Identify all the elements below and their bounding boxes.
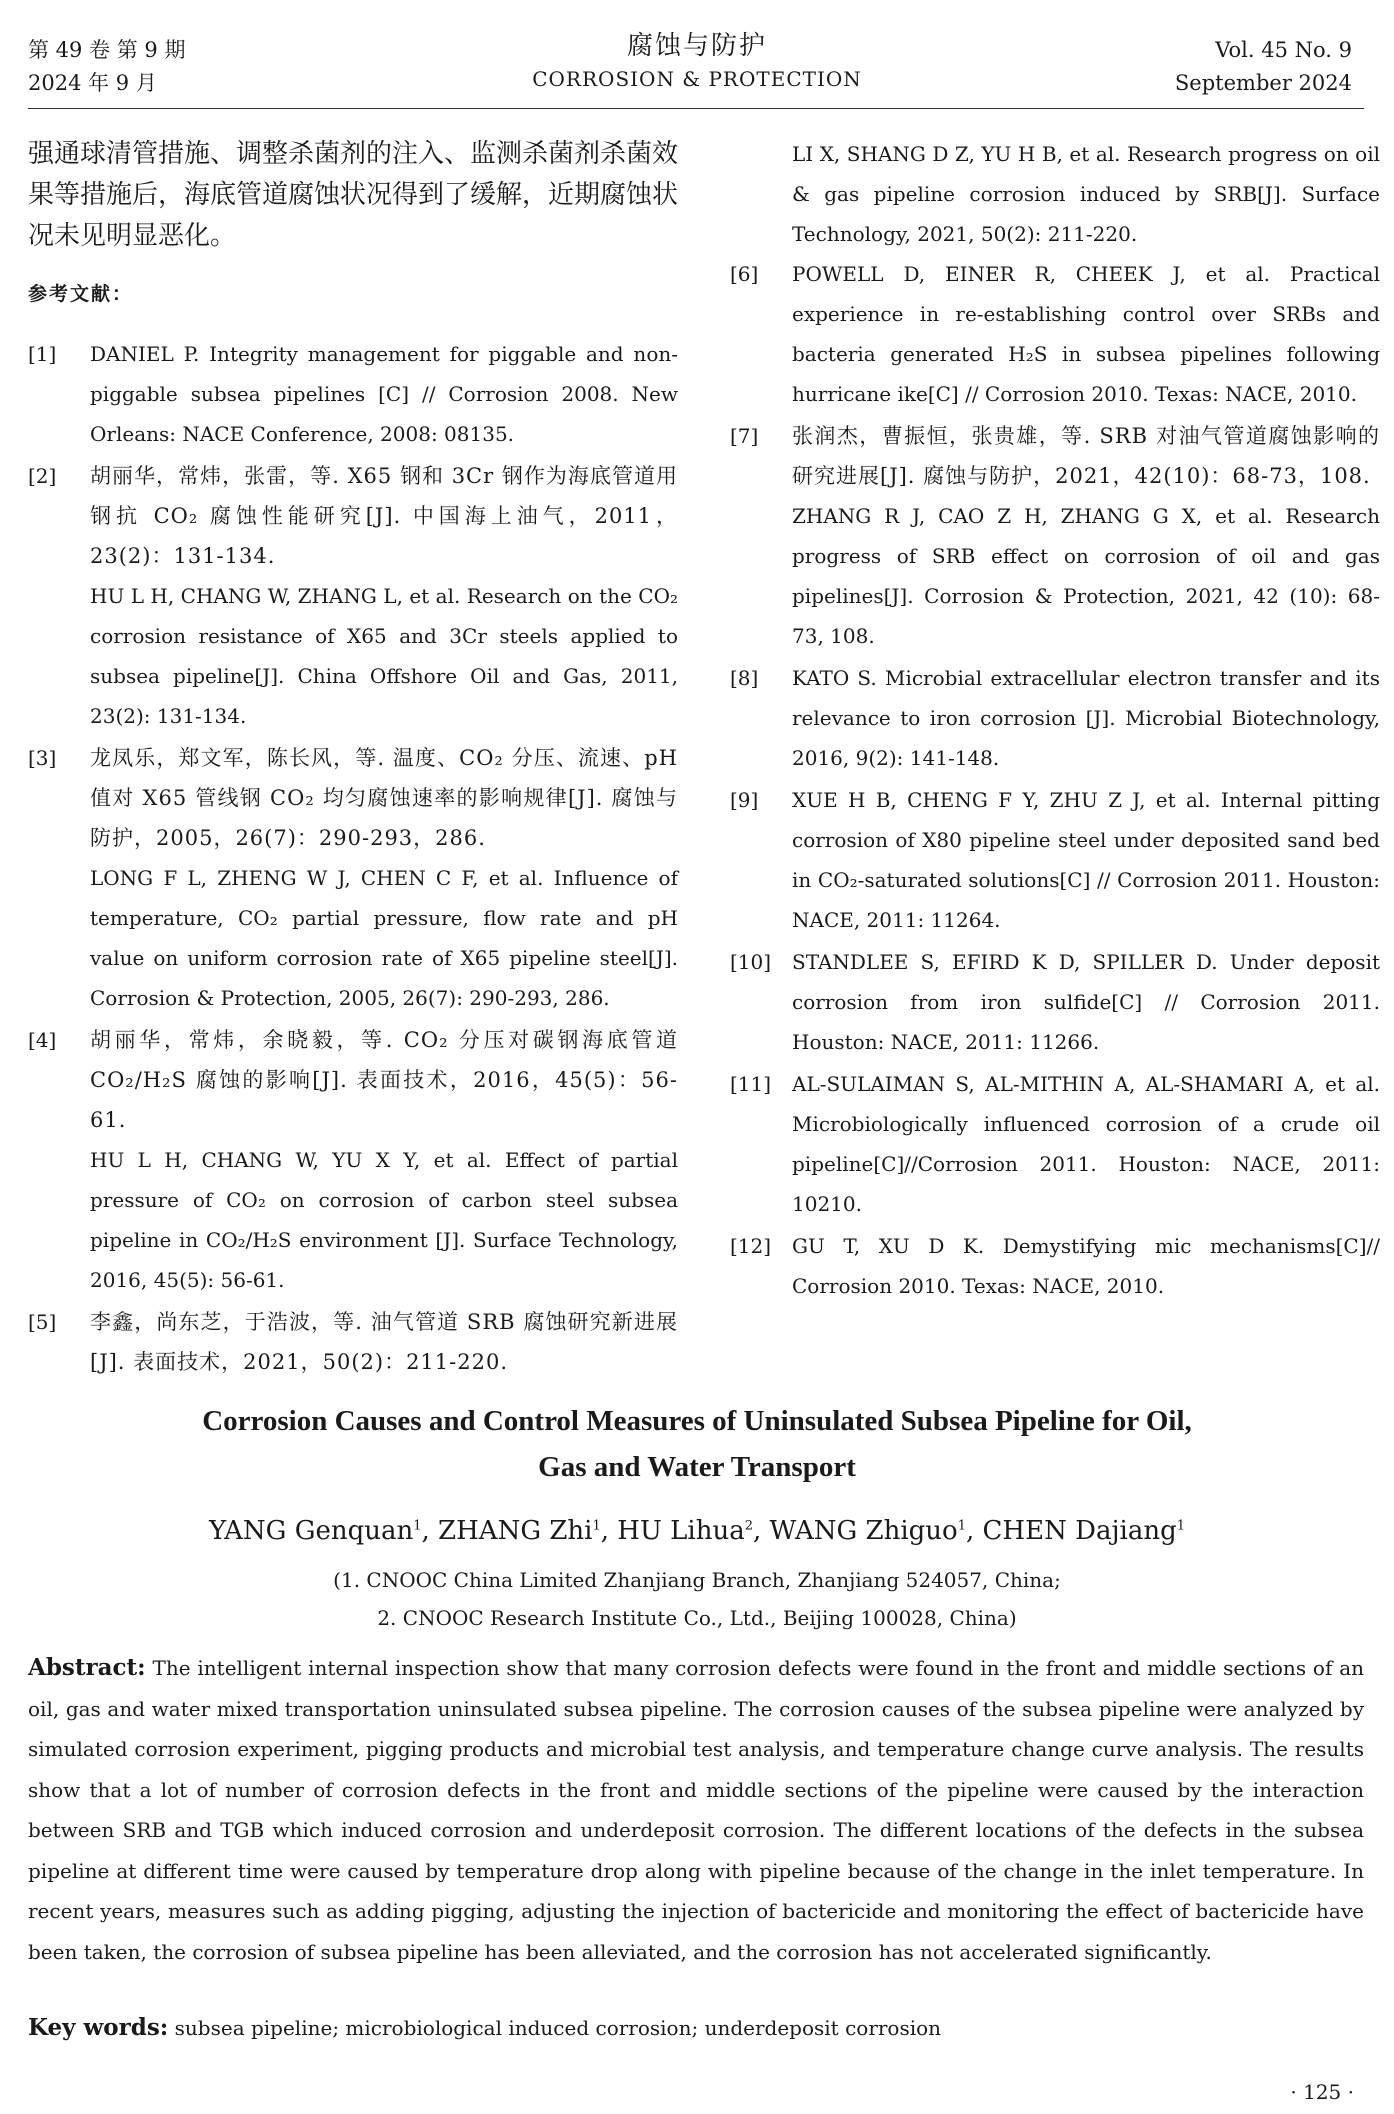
journal-title-en: CORROSION & PROTECTION	[532, 67, 862, 91]
references-list-left	[28, 334, 678, 1382]
reference-text: 胡丽华，常炜，余晓毅，等. CO₂ 分压对碳钢海底管道 CO₂/H₂S 腐蚀的影响[J]. 表面技术，2016，45(5)：56-61.	[90, 1028, 678, 1132]
reference-body	[792, 780, 1380, 940]
reference-body	[90, 1020, 678, 1300]
reference-text: POWELL D, EINER R, CHEEK J, et al. Practical experience in re-establishing control over SRBs and bacteria generated H₂S in subsea pipelines following hurricane ike[C] // Corrosion 2010. Texas: NACE, 2010.	[792, 262, 1380, 406]
english-title-line-2: Gas and Water Transport	[538, 1451, 856, 1483]
reference-item	[730, 254, 1380, 414]
reference-continuation: LI X, SHANG D Z, YU H B, et al. Research progress on oil & gas pipeline corrosion induced by SRB[J]. Surface Technology, 2021, 50(2): 211-220.	[792, 142, 1380, 246]
affiliation-2: 2. CNOOC Research Institute Co., Ltd., Beijing 100028, China)	[377, 1606, 1017, 1630]
reference-item	[730, 1226, 1380, 1306]
reference-body	[792, 254, 1380, 414]
reference-text: 龙凤乐，郑文军，陈长风，等. 温度、CO₂ 分压、流速、pH 值对 X65 管线钢 CO₂ 均匀腐蚀速率的影响规律[J]. 腐蚀与防护，2005，26(7)：290-293，286.	[90, 746, 678, 850]
body-paragraph: 强通球清管措施、调整杀菌剂的注入、监测杀菌剂杀菌效果等措施后，海底管道腐蚀状况得到了缓解，近期腐蚀状况未见明显恶化。	[28, 139, 679, 251]
reference-text: STANDLEE S, EFIRD K D, SPILLER D. Under deposit corrosion from iron sulfide[C] // Corrosion 2011. Houston: NACE, 2011: 11266.	[792, 950, 1380, 1054]
abstract	[28, 1648, 1364, 1972]
keywords-text: subsea pipeline; microbiological induced corrosion; underdeposit corrosion	[174, 2016, 942, 2040]
page-number: · 125 ·	[1290, 2080, 1354, 2104]
reference-body	[792, 416, 1380, 656]
reference-number: [4]	[28, 1028, 57, 1052]
reference-body	[90, 334, 678, 454]
header-date-cn: 2024 年 9 月	[28, 71, 157, 95]
author-list: YANG Genquan$^1$, ZHANG Zhi$^1$, HU Lihua$^2$, WANG Zhiguo$^1$, CHEN Dajiang$^1$	[208, 1516, 1185, 1546]
reference-body	[792, 1064, 1380, 1224]
reference-item	[730, 942, 1380, 1062]
reference-number: [10]	[730, 950, 772, 974]
reference-text: XUE H B, CHENG F Y, ZHU Z J, et al. Internal pitting corrosion of X80 pipeline steel under deposited sand bed in CO₂-saturated solutions[C] // Corrosion 2011. Houston: NACE, 2011: 11264.	[792, 788, 1380, 932]
reference-text: 张润杰，曹振恒，张贵雄，等. SRB 对油气管道腐蚀影响的研究进展[J]. 腐蚀与防护，2021，42(10)：68-73，108.	[792, 424, 1380, 488]
reference-text: DANIEL P. Integrity management for piggable and non-piggable subsea pipelines [C] // Corrosion 2008. New Orleans: NACE Conference, 2008: 08135.	[90, 342, 678, 446]
english-title-line-1: Corrosion Causes and Control Measures of Uninsulated Subsea Pipeline for Oil,	[202, 1405, 1192, 1437]
reference-text: ZHANG R J, CAO Z H, ZHANG G X, et al. Research progress of SRB effect on corrosion of oil and gas pipelines[J]. Corrosion & Protection, 2021, 42 (10): 68-73, 108.	[792, 504, 1380, 648]
reference-body	[90, 456, 678, 736]
references-heading: 参考文献：	[28, 283, 134, 305]
author-name: WANG Zhiguo	[769, 1516, 958, 1546]
reference-text: GU T, XU D K. Demystifying mic mechanisms[C]// Corrosion 2010. Texas: NACE, 2010.	[792, 1234, 1380, 1298]
author-affiliation-mark: 1	[1176, 1518, 1185, 1534]
reference-text: 李鑫，尚东芝，于浩波，等. 油气管道 SRB 腐蚀研究新进展[J]. 表面技术，2021，50(2)：211-220.	[90, 1310, 678, 1374]
reference-item	[28, 1020, 678, 1300]
reference-number: [9]	[730, 788, 759, 812]
keywords	[28, 2014, 941, 2041]
reference-body	[90, 1302, 678, 1382]
left-column	[28, 134, 678, 1384]
english-title	[0, 1398, 1394, 1490]
reference-number: [12]	[730, 1234, 772, 1258]
reference-item	[730, 780, 1380, 940]
right-column	[730, 134, 1380, 1308]
reference-text: KATO S. Microbial extracellular electron transfer and its relevance to iron corrosion [J]. Microbial Biotechnology, 2016, 9(2): 141-148.	[792, 666, 1380, 770]
affiliation-1: (1. CNOOC China Limited Zhanjiang Branch, Zhanjiang 524057, China;	[333, 1568, 1061, 1592]
header-date-en: September 2024	[1174, 71, 1352, 95]
reference-body	[792, 942, 1380, 1062]
reference-item	[730, 416, 1380, 656]
references-list-right	[730, 254, 1380, 1306]
author	[983, 1516, 1185, 1546]
reference-item	[28, 456, 678, 736]
reference-number: [5]	[28, 1310, 57, 1334]
reference-text: AL-SULAIMAN S, AL-MITHIN A, AL-SHAMARI A, et al. Microbiologically influenced corrosion of a crude oil pipeline[C]//Corrosion 2011. Houston: NACE, 2011: 10210.	[792, 1072, 1380, 1216]
author	[617, 1516, 753, 1546]
reference-number: [2]	[28, 464, 57, 488]
reference-number: [8]	[730, 666, 759, 690]
reference-item	[730, 1064, 1380, 1224]
reference-number: [3]	[28, 746, 57, 770]
keywords-label: Key words:	[28, 2014, 169, 2041]
reference-number: [1]	[28, 342, 57, 366]
reference-text: 胡丽华，常炜，张雷，等. X65 钢和 3Cr 钢作为海底管道用钢抗 CO₂ 腐蚀性能研究[J]. 中国海上油气，2011，23(2)：131-134.	[90, 464, 678, 568]
reference-number: [6]	[730, 262, 759, 286]
author-affiliation-mark: 1	[413, 1518, 422, 1534]
author-affiliation-mark: 1	[957, 1518, 966, 1534]
author-name: CHEN Dajiang	[982, 1516, 1177, 1546]
reference-number: [7]	[730, 424, 759, 448]
header-divider	[28, 108, 1364, 109]
journal-title-cn: 腐蚀与防护	[626, 31, 767, 61]
author-affiliation-mark: 1	[592, 1518, 601, 1534]
reference-body	[792, 1226, 1380, 1306]
reference-text: HU L H, CHANG W, ZHANG L, et al. Research on the CO₂ corrosion resistance of X65 and 3Cr steels applied to subsea pipeline[J]. China Offshore Oil and Gas, 2011, 23(2): 131-134.	[90, 584, 678, 728]
reference-body	[90, 738, 678, 1018]
author	[209, 1516, 422, 1546]
reference-item	[28, 334, 678, 454]
abstract-label: Abstract:	[28, 1654, 146, 1681]
header-volume-en: Vol. 45 No. 9	[1215, 38, 1352, 62]
reference-body	[792, 658, 1380, 778]
reference-text: LONG F L, ZHENG W J, CHEN C F, et al. Influence of temperature, CO₂ partial pressure, flow rate and pH value on uniform corrosion rate of X65 pipeline steel[J]. Corrosion & Protection, 2005, 26(7): 290-293, 286.	[90, 866, 678, 1010]
author	[438, 1516, 601, 1546]
header-right	[1175, 34, 1352, 100]
reference-item	[28, 738, 678, 1018]
reference-item	[730, 658, 1380, 778]
author-name: YANG Genquan	[208, 1516, 414, 1546]
abstract-text: The intelligent internal inspection show that many corrosion defects were found in the front and middle sections of an oil, gas and water mixed transportation uninsulated subsea pipeline. The corrosion causes of the subsea pipeline were analyzed by simulated corrosion experiment, pigging products and microbial test analysis, and temperature change curve analysis. The results show that a lot of number of corrosion defects in the front and middle sections of the pipeline were caused by the interaction between SRB and TGB which induced corrosion and underdeposit corrosion. The different locations of the defects in the subsea pipeline at different time were caused by temperature drop along with pipeline because of the change in the inlet temperature. In recent years, measures such as adding pigging, adjusting the injection of bactericide and monitoring the effect of bactericide have been taken, the corrosion of subsea pipeline has been alleviated, and the corrosion has not accelerated significantly.	[28, 1656, 1364, 1964]
header-volume-cn: 第 49 卷 第 9 期	[28, 38, 186, 62]
reference-number: [11]	[730, 1072, 772, 1096]
reference-item	[28, 1302, 678, 1382]
reference-text: HU L H, CHANG W, YU X Y, et al. Effect of partial pressure of CO₂ on corrosion of carbon steel subsea pipeline in CO₂/H₂S environment [J]. Surface Technology, 2016, 45(5): 56-61.	[90, 1148, 678, 1292]
author-name: ZHANG Zhi	[438, 1516, 593, 1546]
author-affiliation-mark: 2	[744, 1518, 754, 1534]
author-name: HU Lihua	[617, 1516, 745, 1546]
author	[770, 1516, 966, 1546]
